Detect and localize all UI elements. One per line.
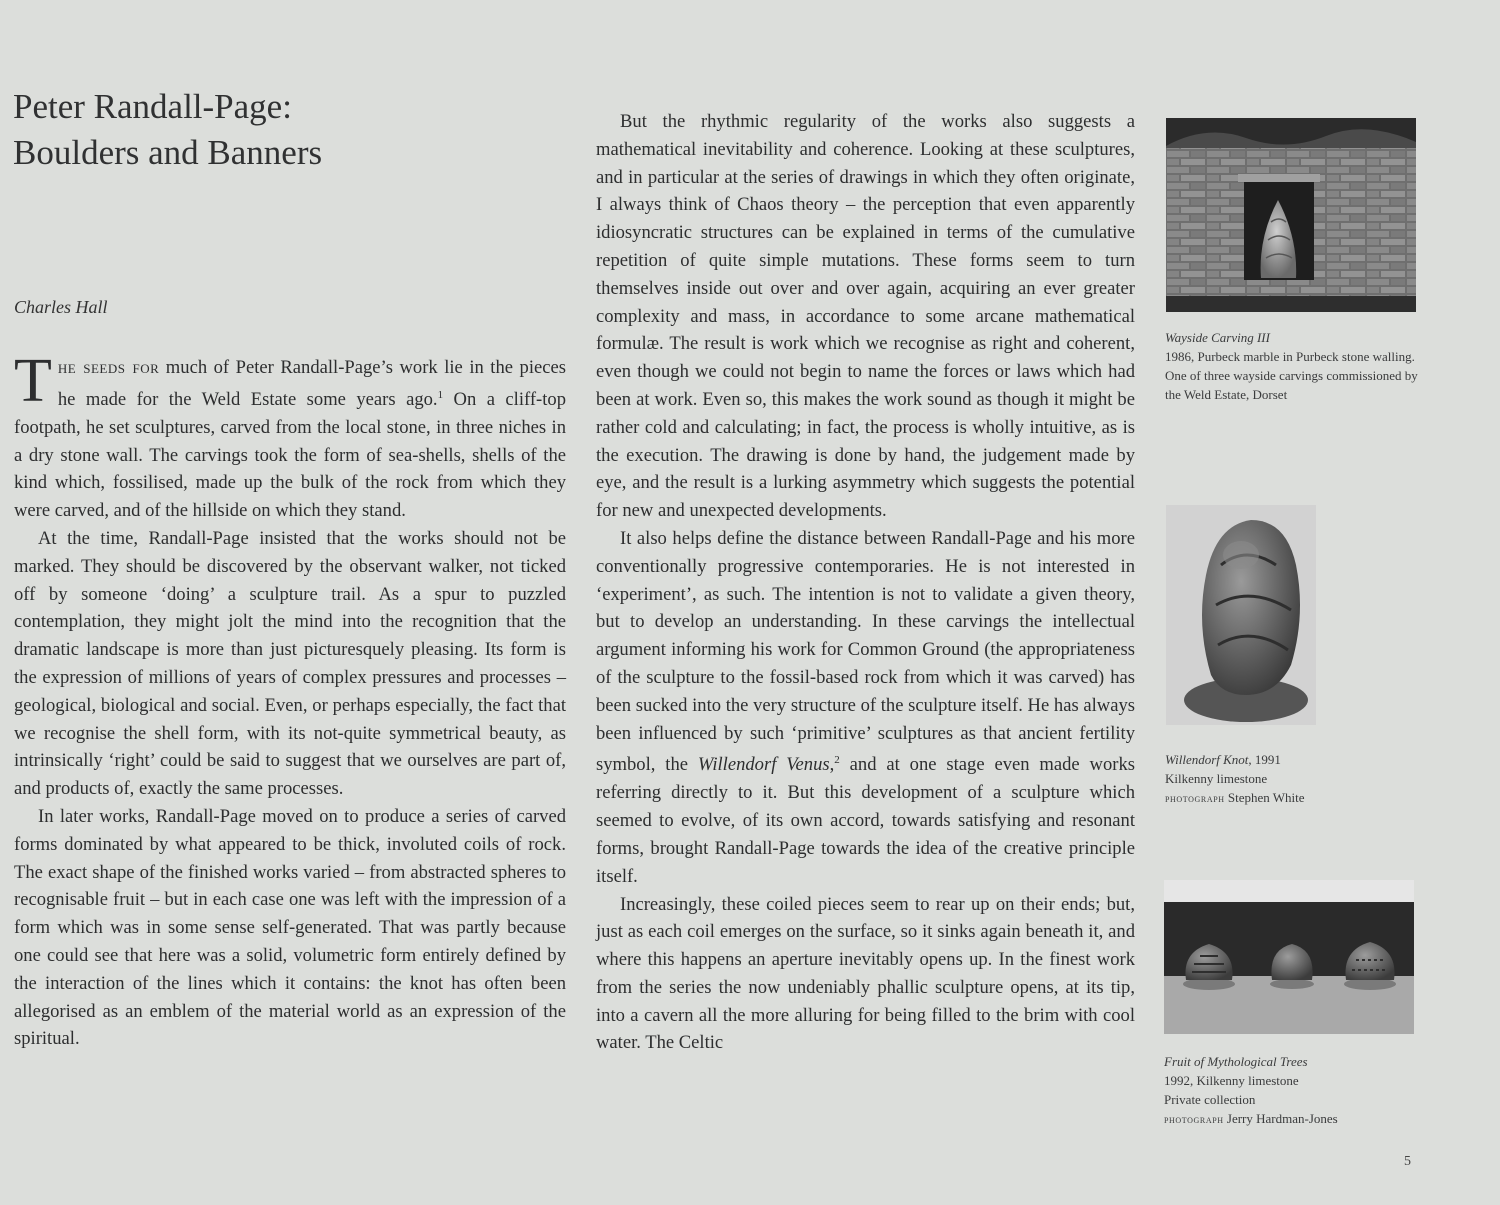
text-column-middle [596,108,1135,1057]
caption-title: Willendorf Knot [1165,752,1249,767]
caption-text: 1986, Purbeck marble in Purbeck stone walling. One of three wayside carvings commissioned by the Weld Estate, Dorset [1165,349,1418,402]
title-line-2: Boulders and Banners [13,133,323,172]
photo-willendorf-knot [1166,505,1316,725]
small-caps-lead: he seeds for [57,357,160,378]
photo-credit-label: photograph [1165,793,1225,805]
author-byline: Charles Hall [14,297,108,317]
paragraph [14,347,566,525]
photo-credit: Jerry Hardman-Jones [1223,1111,1338,1126]
photo-wayside-carving [1166,118,1416,312]
title-line-1: Peter Randall-Page: [13,87,292,126]
drop-cap: T [14,347,52,415]
caption-title: Wayside Carving III [1165,330,1270,345]
photo-fruit-of-mythological-trees [1164,880,1414,1034]
article-title [13,84,573,176]
caption-text: Private collection [1164,1092,1256,1107]
page-number: 5 [1404,1154,1411,1169]
paragraph-text: It also helps define the distance between Randall-Page and his more conventionally progressive contemporaries. He is not interested in ‘experiment’, as such. The intention is not to validate a given theory, but to develop an understanding. In these carvings the intellectual argument informing his work for Common Ground (the appropriateness of the sculpture to the fossil-based rock from which it was carved) has been sucked into the very structure of the sculpture itself. He has always been influenced by such ‘primitive’ sculptures as that ancient fertility symbol, the [596,527,1135,776]
paragraph-text: and at one stage even made works referring directly to it. But this development of a sculpture which seemed to evolve, of its own accord, towards satisfying and resonant forms, brought Randall-Page towards the idea of the creative principle itself. [596,754,1135,887]
photo-credit-label: photograph [1164,1114,1224,1126]
italic-title: Willendorf Venus [697,754,830,776]
paragraph: At the time, Randall-Page insisted that the works should not be marked. They should be discovered by the observant walker, not ticked off by someone ‘doing’ a sculpture trail. As a spur to puzzled contemplation, they might jolt the mind into the recognition that the dramatic landscape is more than just picturesquely pleasing. Its form is the expression of millions of years of complex pressures and processes – geological, biological and social. Even, or perhaps especially, the fact that we recognise the shell form, with its not-quite symmetrical beauty, as intrinsically ‘right’ could be said to suggest that we ourselves are part of, and products of, exactly the same processes. [14,527,566,800]
paragraph-text: much of Peter Randall-Page’s work lie in the pieces he made for the Weld Estate some years ago. [57,357,566,410]
caption-fruit-of-mythological-trees [1164,1052,1424,1130]
paragraph-text: On a cliff-top footpath, he set sculptures, carved from the local stone, in three niches in a dry stone wall. The carvings took the form of sea-shells, shells of the kind which, fossilised, made up the bulk of the rock from which they were carved, and of the hillside on which they stand. [14,388,566,522]
caption-willendorf-knot [1165,750,1425,809]
paragraph-text: , [829,754,835,776]
caption-text: 1992, Kilkenny limestone [1164,1073,1299,1088]
paragraph: But the rhythmic regularity of the works also suggests a mathematical inevitability and coherence. Looking at these sculptures, and in particular at the series of drawings in which they often originate, I always think of Chaos theory – the perception that even apparently idiosyncratic structures can be explained in terms of the cumulative repetition of quite simple mutations. These forms seem to turn themselves inside out over and over again, acquiring an ever greater complexity and mass, in accordance to some arcane mathematical formulæ. The result is work which we recognise as right and coherent, even though we could not begin to name the forces or laws which had been at work. Even so, this makes the work sound as though it might be rather cold and calculating; in fact, the process is wholly intuitive, as is the execution. The drawing is done by hand, the judgement made by eye, and the result is a lurking asymmetry which suggests the potential for new and unexpected developments. [596,111,1135,522]
text-column-left [14,347,566,1053]
caption-text: Kilkenny limestone [1165,771,1268,786]
paragraph [596,525,1135,891]
paragraph: Increasingly, these coiled pieces seem to rear up on their ends; but, just as each coil emerges on the surface, so it sinks again beneath it, and where this happens an aperture inevitably opens up. In the finest work from the series the now undeniably phallic sculpture opens, at its tip, into a cavern all the more alluring for being filled to the brim with cool water. The Celtic [596,893,1135,1054]
paragraph: In later works, Randall-Page moved on to produce a series of carved forms dominated by what appeared to be thick, involuted coils of rock. The exact shape of the finished works varied – from abstracted spheres to recognisable fruit – but in each case one was left with the impression of a form which was in some sense self-generated. That was partly because one could see that here was a solid, volumetric form entirely defined by the interaction of the lines which it contains: the knot has often been allegorised as an emblem of the material world as an expression of the spiritual. [14,805,566,1050]
caption-year: , 1991 [1248,752,1281,767]
caption-title: Fruit of Mythological Trees [1164,1054,1308,1069]
caption-wayside-carving [1165,328,1425,404]
photo-credit: Stephen White [1224,790,1305,805]
footnote-marker: 2 [834,754,840,767]
footnote-marker: 1 [437,388,444,401]
